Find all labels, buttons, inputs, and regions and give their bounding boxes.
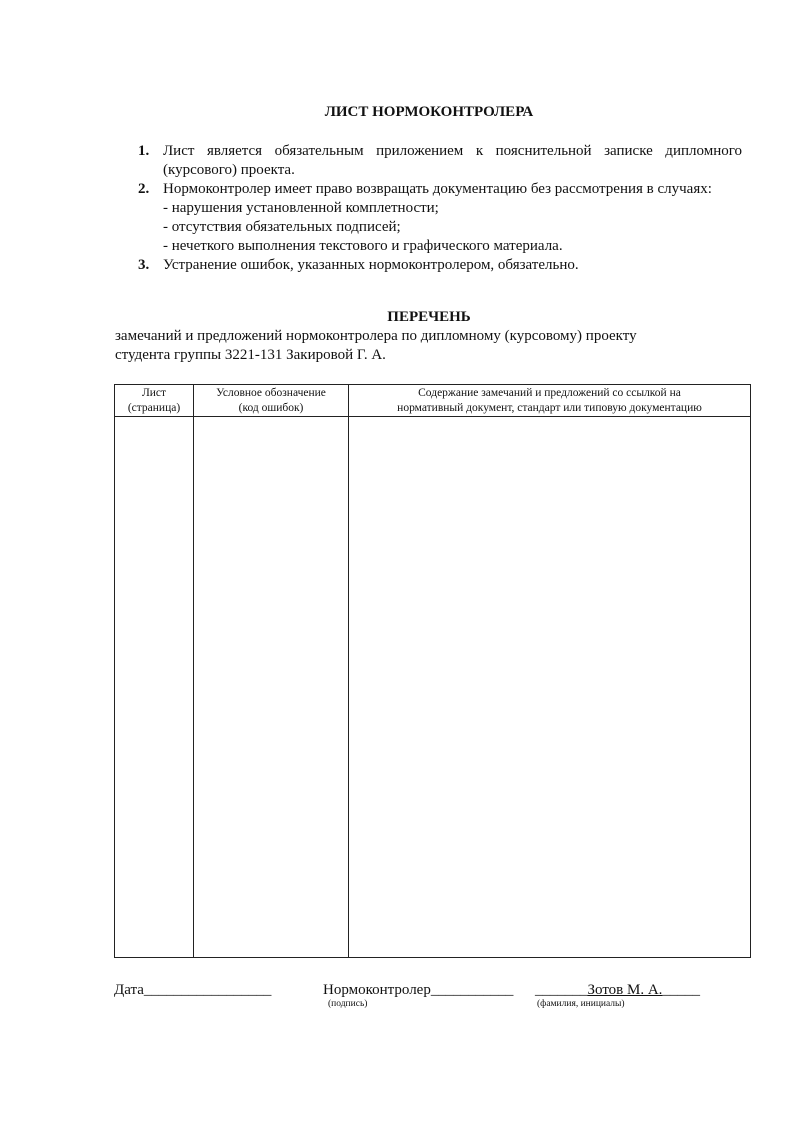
item-text: Лист является обязательным приложением к пояснительной записке дипломного (курсового) проекта. — [163, 143, 742, 178]
list-item — [138, 256, 742, 275]
sub-item: - отсутствия обязательных подписей; — [163, 219, 401, 235]
header-line: (страница) — [127, 402, 181, 414]
signature-caption: (подпись) — [328, 999, 368, 1009]
sub-item: - нечеткого выполнения текстового и графического материала. — [163, 238, 563, 254]
intro-line: замечаний и предложений нормоконтролера по дипломному (курсовому) проекту — [115, 328, 637, 344]
header-line: нормативный документ, стандарт или типовую документацию — [397, 402, 702, 414]
date-line[interactable]: _________________ — [143, 982, 272, 998]
item-text: Устранение ошибок, указанных нормоконтролером, обязательно. — [163, 257, 579, 273]
rules-list — [138, 142, 742, 275]
header-line: Условное обозначение — [216, 387, 326, 399]
item-text: Нормоконтролер имеет право возвращать документацию без рассмотрения в случаях: — [163, 181, 712, 197]
page-title: ЛИСТ НОРМОКОНТРОЛЕРА — [324, 104, 534, 120]
column-header-content — [349, 385, 751, 417]
signature-line[interactable]: ___________ — [430, 982, 514, 998]
header-line: (код ошибок) — [238, 402, 304, 414]
header-line: Лист — [141, 387, 167, 399]
list-title: ПЕРЕЧЕНЬ — [387, 309, 471, 325]
remarks-table — [114, 384, 751, 958]
date-field — [114, 982, 271, 999]
table-cell[interactable] — [194, 417, 349, 958]
table-row — [115, 417, 751, 958]
student-line: студента группы 3221-131 Закировой Г. А. — [115, 347, 386, 363]
item-number: 3. — [138, 257, 150, 273]
item-number: 1. — [138, 143, 150, 159]
controller-name: Зотов М. А. — [587, 982, 663, 998]
table-cell[interactable] — [349, 417, 751, 958]
list-item — [138, 142, 742, 180]
sub-item: - нарушения установленной комплетности; — [163, 200, 439, 216]
name-line-right: _____ — [662, 982, 700, 998]
item-number: 2. — [138, 181, 150, 197]
name-line-left: _______ — [535, 982, 588, 998]
controller-label: Нормоконтролер — [323, 982, 431, 998]
list-item — [138, 180, 742, 256]
date-label: Дата — [114, 982, 144, 998]
column-header-sheet — [115, 385, 194, 417]
name-field — [535, 982, 700, 999]
header-line: Содержание замечаний и предложений со ссылкой на — [418, 387, 681, 399]
table-cell[interactable] — [115, 417, 194, 958]
column-header-code — [194, 385, 349, 417]
controller-field — [323, 982, 513, 999]
name-caption: (фамилия, инициалы) — [537, 999, 625, 1009]
